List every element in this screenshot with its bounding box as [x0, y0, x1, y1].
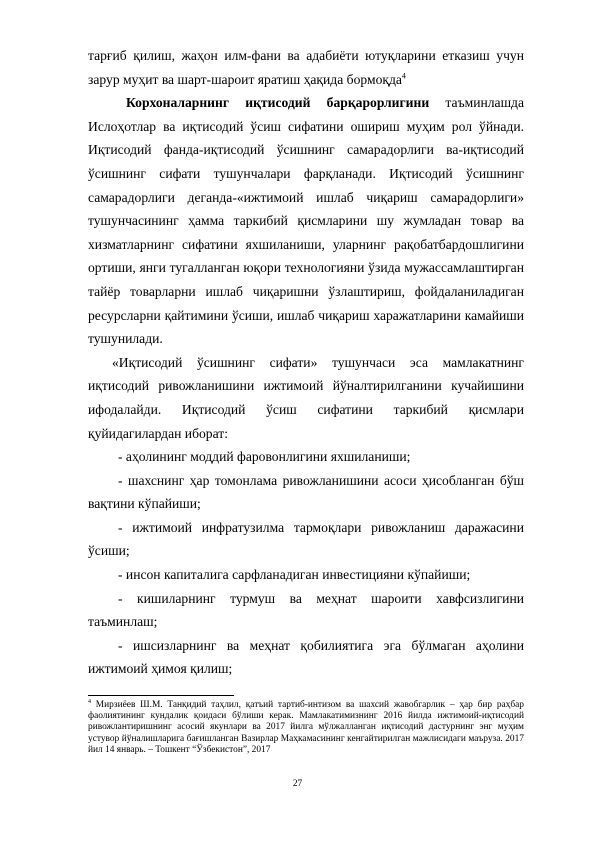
page-content: [88, 44, 524, 756]
list-item: - шахснинг ҳар томонлама ривожланишини асоси ҳисобланган бўш вақтини кўпайиши;: [88, 472, 524, 512]
footnote: [88, 700, 524, 756]
list-item: - инсон капиталига сарфланадиган инвестицияни кўпайиши;: [118, 567, 471, 583]
paragraph-2-bold-lead: Корхоналарнинг иқтисодий барқарорлигини: [126, 95, 430, 111]
paragraph-2: [88, 91, 524, 351]
footnote-number: 4: [88, 698, 91, 705]
page-number: 27: [292, 779, 303, 789]
list-item: - ижтимоий инфратузилма тармоқлари ривожланиш даражасини ўсиши;: [88, 519, 524, 559]
paragraph-1: [88, 44, 524, 91]
footnote-text: Мирзиёев Ш.М. Танқидий таҳлил, қатъий тартиб-интизом ва шахсий жавобгарлик – ҳар бир раҳбар фаолиятининг кундалик қоидаси бўлиши керак. Мамлакатимизнинг 2016 йилда ижтимоий-иқтисодий ривожлантиришнинг асосий якунлари ва 2017 йилга мўлжалланган иқтисодий дастурнинг энг муҳим устувор йўналишларига бағишланган Вазирлар Маҳкамасининг кенгайтирилган мажлисидаги маъруза. 2017 йил 14 январь. – Тошкент “Ўзбекистон”, 2017: [88, 700, 524, 755]
paragraph-3-text: «Иқтисодий ўсишнинг сифати» тушунчаси эса мамлакатнинг иқтисодий ривожланишини ижтимоий йўналтирилганини кучайишини ифодалайди. Иқтисодий ўсиш сифатини таркибий қисмлари қуйидагилардан иборат:: [88, 354, 524, 441]
paragraph-1-text: тарғиб қилиш, жаҳон илм-фани ва адабиёти ютуқларини етказиш учун зарур муҳит ва шарт-шароит яратиш ҳақида бормоқда: [88, 48, 524, 87]
footnote-divider: [88, 695, 234, 696]
list-item: - аҳолининг моддий фаровонлигини яхшиланиши;: [118, 449, 411, 465]
paragraph-3: [88, 351, 524, 445]
paragraph-2-text: таъминлашда Ислоҳотлар ва иқтисодий ўсиш сифатини ошириш муҳим рол ўйнади. Иқтисодий фанда-иқтисодий ўсишнинг самарадорлиги ва-иқтисодий ўсишнинг сифати тушунчалари фарқланади. Иқтисодий ўсишнинг самарадорлиги деганда-«ижтимоий ишлаб чиқариш самарадорлиги» тушунчасининг ҳамма таркибий қисмларини шу жумладан товар ва хизматларнинг сифатини яхшиланиши, уларнинг рақобатбардошлигини ортиши, янги тугалланган юқори технологияни ўзида мужассамлаштирган тайёр товарларни ишлаб чиқаришни ўзлаштириш, фойдаланиладиган ресурсларни қайтимини ўсиши, ишлаб чиқариш харажатларини камайиши тушунилади.: [88, 95, 524, 347]
footnote-reference[interactable]: 4: [401, 71, 406, 81]
list-item: - кишиларнинг турмуш ва меҳнат шароити хавфсизлигини таъминлаш;: [88, 590, 524, 630]
list-item: - ишсизларнинг ва меҳнат қобилиятига эга бўлмаган аҳолини ижтимоий ҳимоя қилиш;: [88, 637, 524, 677]
